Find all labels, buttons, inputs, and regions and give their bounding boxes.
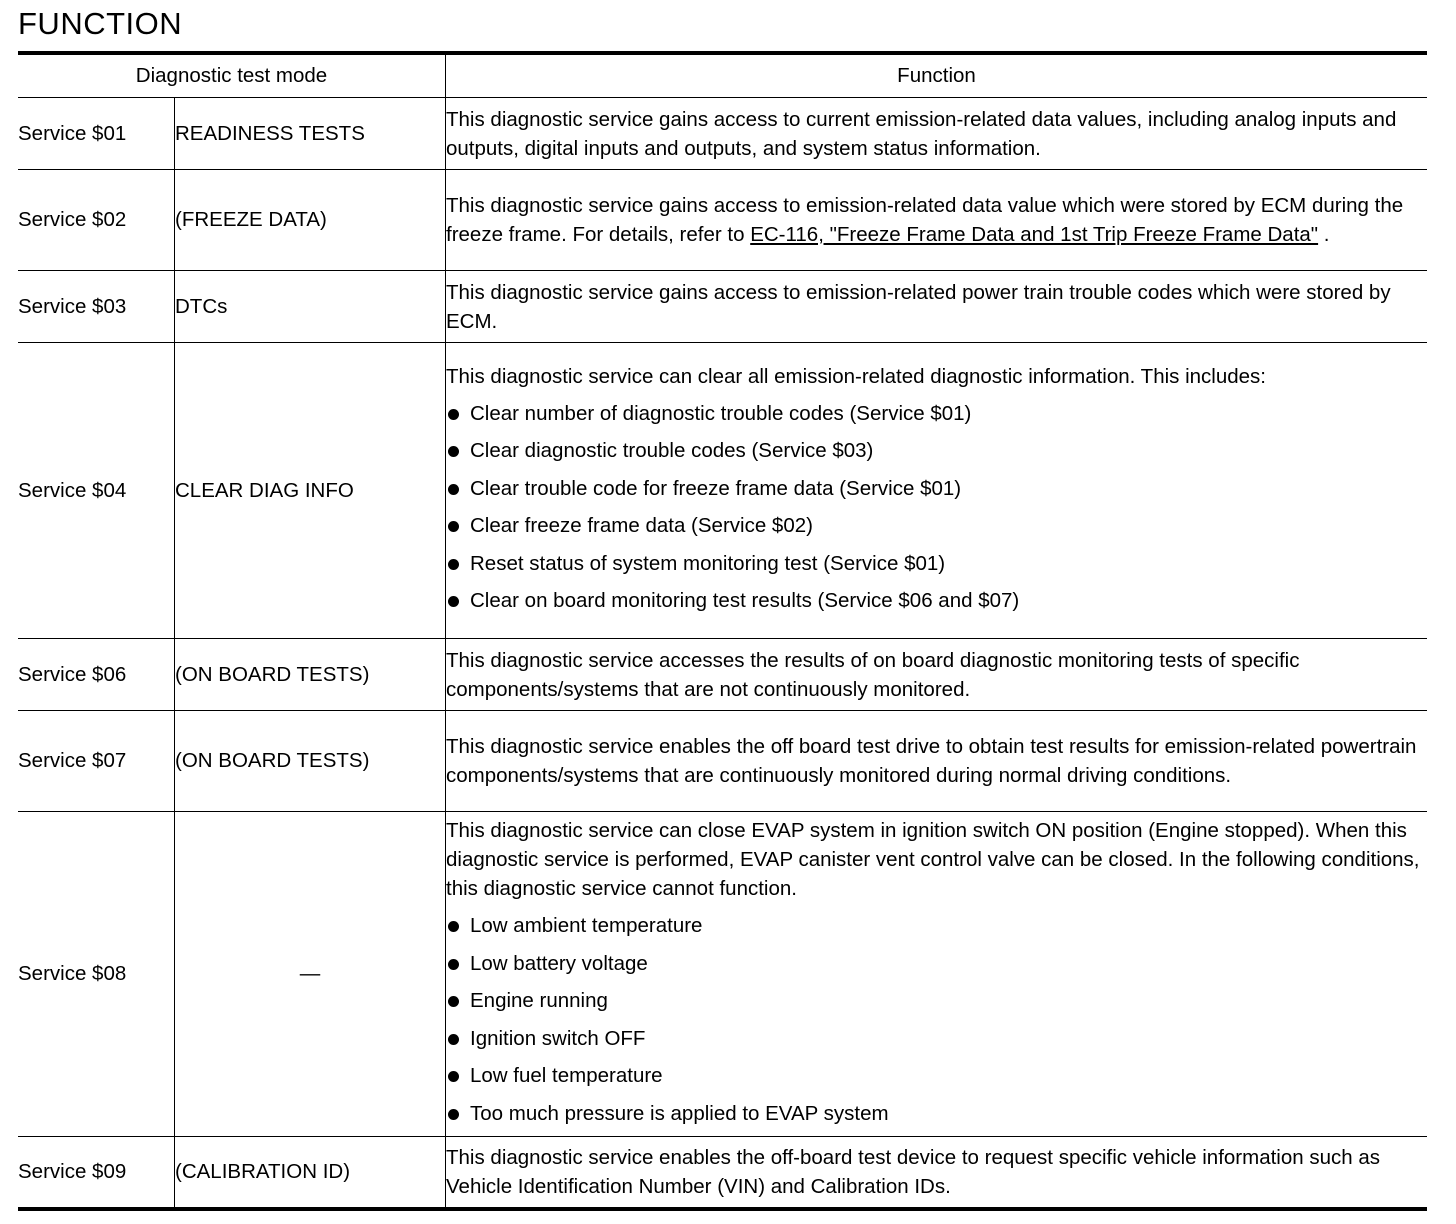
function-description: This diagnostic service accesses the results of on board diagnostic monitoring tests of specific components/systems that are not continuously monitored. <box>446 648 1300 701</box>
table-row <box>18 639 1427 711</box>
list-item <box>446 395 1427 433</box>
mode-cell: (CALIBRATION ID) <box>175 1137 446 1209</box>
function-description: This diagnostic service enables the off-board test device to request specific vehicle information such as Vehicle Identification Number (VIN) and Calibration IDs. <box>446 1145 1381 1198</box>
list-item-text: Clear number of diagnostic trouble codes (Service $01) <box>470 401 972 425</box>
function-description: This diagnostic service gains access to current emission-related data values, including analog inputs and outputs, digital inputs and outputs, and system status information. <box>446 107 1397 160</box>
bullet-icon <box>448 596 459 607</box>
list-item <box>446 1095 1427 1133</box>
bullet-icon <box>448 1109 459 1120</box>
bullet-list <box>446 907 1427 1132</box>
service-cell: Service $08 <box>18 812 175 1137</box>
bullet-icon <box>448 446 459 457</box>
function-cell <box>446 98 1428 170</box>
function-cell <box>446 1137 1428 1209</box>
list-item-text: Ignition switch OFF <box>470 1026 646 1050</box>
bullet-icon <box>448 559 459 570</box>
list-item-text: Low fuel temperature <box>470 1064 663 1087</box>
list-item-text: Too much pressure is applied to EVAP system <box>470 1101 889 1125</box>
header-function: Function <box>446 53 1428 98</box>
list-item <box>446 1020 1427 1058</box>
service-cell: Service $09 <box>18 1137 175 1209</box>
function-description: This diagnostic service gains access to emission-related power train trouble codes which were stored by ECM. <box>446 280 1391 333</box>
list-item <box>446 945 1427 983</box>
function-cell <box>446 711 1428 812</box>
list-item-text: Clear trouble code for freeze frame data (Service $01) <box>470 476 962 500</box>
list-item <box>446 545 1427 583</box>
list-item <box>446 582 1427 620</box>
bullet-icon <box>448 484 459 495</box>
service-cell: Service $03 <box>18 271 175 343</box>
bullet-list <box>446 395 1427 620</box>
list-item-text: Clear diagnostic trouble codes (Service $03) <box>470 439 874 462</box>
list-item-text: Clear freeze frame data (Service $02) <box>470 514 813 537</box>
service-cell: Service $07 <box>18 711 175 812</box>
function-cell <box>446 812 1428 1137</box>
table-row <box>18 812 1427 1137</box>
bullet-icon <box>448 921 459 932</box>
header-row <box>18 53 1427 98</box>
reference-link[interactable]: EC-116, "Freeze Frame Data and 1st Trip Freeze Frame Data" <box>750 223 1319 246</box>
bullet-icon <box>448 1034 459 1045</box>
list-item-text: Clear on board monitoring test results (Service $06 and $07) <box>470 589 1020 612</box>
bullet-icon <box>448 996 459 1007</box>
list-item-text: Engine running <box>470 989 608 1012</box>
list-item <box>446 507 1427 545</box>
service-cell: Service $04 <box>18 343 175 639</box>
function-description-end: . <box>1318 223 1330 246</box>
bullet-icon <box>448 409 459 420</box>
list-item-text: Low battery voltage <box>470 951 648 975</box>
list-item <box>446 432 1427 470</box>
function-description: This diagnostic service can close EVAP system in ignition switch ON position (Engine stopped). When this diagnostic service is performed, EVAP canister vent control valve can be closed. In the following conditions, this diagnostic service cannot function. <box>446 819 1420 900</box>
function-table <box>18 51 1427 1211</box>
function-description: This diagnostic service gains access to emission-related data value which were stored by ECM during the freeze frame. For details, refer to <box>446 194 1404 246</box>
mode-cell: CLEAR DIAG INFO <box>175 343 446 639</box>
bullet-icon <box>448 521 459 532</box>
list-item <box>446 1057 1427 1095</box>
table-row <box>18 343 1427 639</box>
bullet-icon <box>448 959 459 970</box>
section-title: FUNCTION <box>18 6 183 41</box>
header-diagnostic-test-mode: Diagnostic test mode <box>18 53 446 98</box>
table-row <box>18 1137 1427 1209</box>
bullet-icon <box>448 1071 459 1082</box>
mode-cell: — <box>175 812 446 1137</box>
list-item-text: Reset status of system monitoring test (Service $01) <box>470 551 946 575</box>
function-cell <box>446 271 1428 343</box>
mode-cell: READINESS TESTS <box>175 98 446 170</box>
function-cell <box>446 343 1428 639</box>
list-item <box>446 982 1427 1020</box>
table-row <box>18 170 1427 271</box>
service-cell: Service $06 <box>18 639 175 711</box>
mode-cell: (FREEZE DATA) <box>175 170 446 271</box>
table-row <box>18 711 1427 812</box>
mode-cell: DTCs <box>175 271 446 343</box>
list-item-text: Low ambient temperature <box>470 914 703 937</box>
function-description: This diagnostic service can clear all emission-related diagnostic information. This includes: <box>446 364 1266 388</box>
function-cell <box>446 170 1428 271</box>
mode-cell: (ON BOARD TESTS) <box>175 711 446 812</box>
list-item <box>446 907 1427 945</box>
function-description: This diagnostic service enables the off board test drive to obtain test results for emission-related powertrain components/systems that are continuously monitored during normal driving conditions. <box>446 735 1417 787</box>
table-row <box>18 271 1427 343</box>
list-item <box>446 470 1427 508</box>
table-row <box>18 98 1427 170</box>
service-cell: Service $02 <box>18 170 175 271</box>
mode-cell: (ON BOARD TESTS) <box>175 639 446 711</box>
function-cell <box>446 639 1428 711</box>
service-cell: Service $01 <box>18 98 175 170</box>
